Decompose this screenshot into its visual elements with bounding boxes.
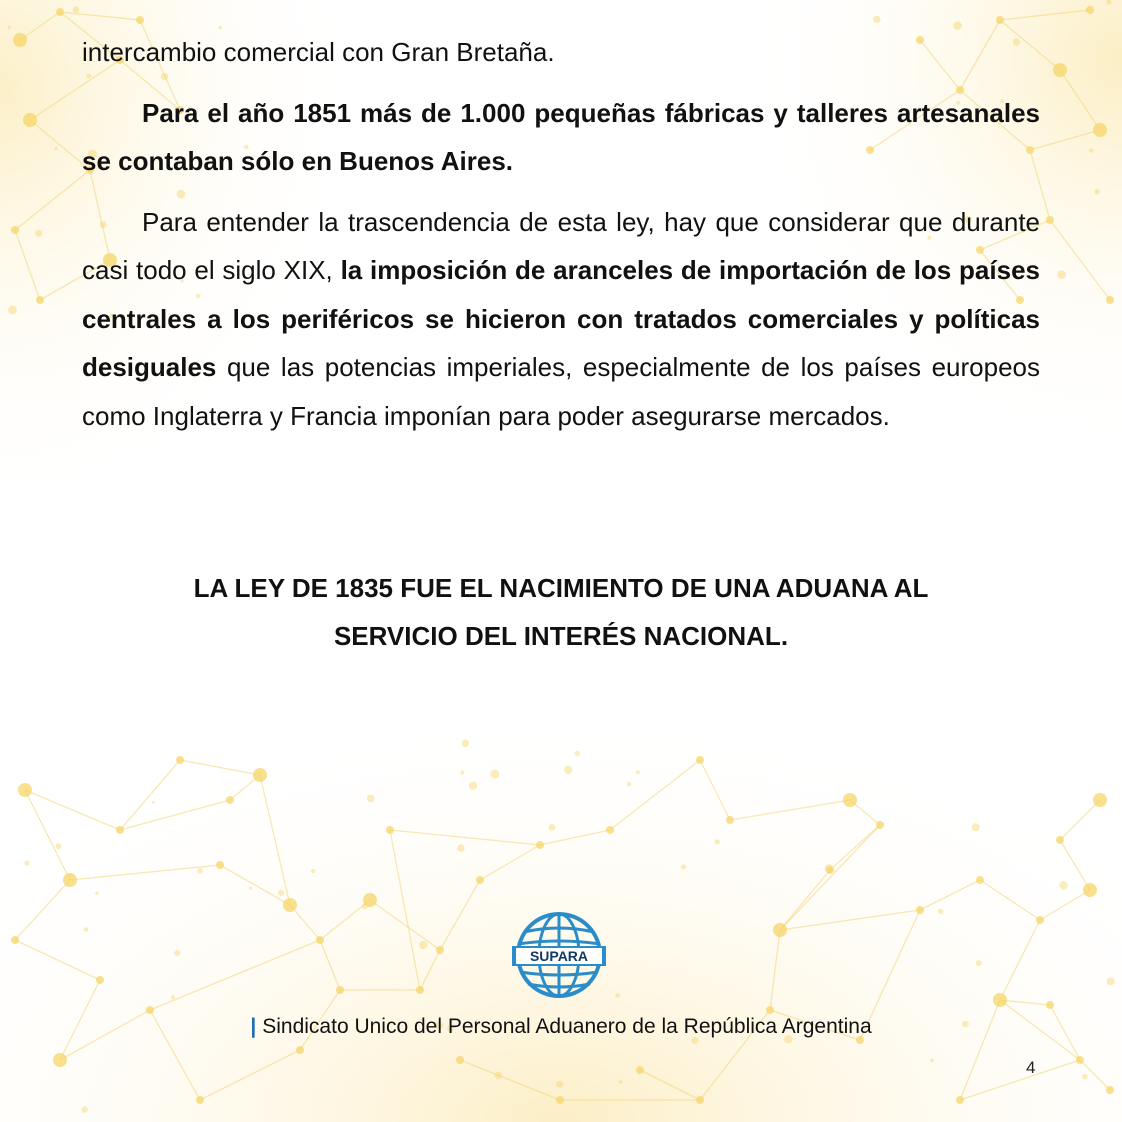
- network-dot: [615, 993, 620, 998]
- network-dot: [956, 1096, 964, 1104]
- network-dot: [843, 793, 857, 807]
- network-dot: [564, 766, 572, 774]
- network-dot: [1046, 216, 1054, 224]
- network-dot: [216, 861, 224, 869]
- closing-line-1: LA LEY DE 1835 FUE EL NACIMIENTO DE UNA ADUANA AL: [193, 573, 929, 603]
- network-dot: [556, 1081, 563, 1088]
- network-dot: [1094, 189, 1099, 194]
- network-dot: [8, 306, 17, 315]
- network-dot: [53, 1053, 67, 1067]
- paragraph-continuation: intercambio comercial con Gran Bretaña.: [82, 37, 555, 67]
- network-dot: [283, 898, 297, 912]
- network-dot: [419, 941, 427, 949]
- network-dot: [56, 8, 64, 16]
- network-dot: [1076, 1056, 1084, 1064]
- network-dot: [1083, 883, 1097, 897]
- network-dot: [1106, 296, 1114, 304]
- network-dot: [196, 1096, 204, 1104]
- network-dot: [457, 844, 465, 852]
- network-dot: [773, 923, 787, 937]
- network-dot: [1093, 793, 1107, 807]
- network-dot: [146, 1006, 154, 1014]
- network-dot: [627, 782, 631, 786]
- network-dot: [96, 976, 104, 984]
- network-dot: [1086, 6, 1094, 14]
- network-dot: [876, 821, 884, 829]
- network-dot: [84, 927, 88, 931]
- page-number: 4: [1026, 1058, 1036, 1077]
- network-dot: [8, 25, 11, 28]
- network-dot: [63, 873, 77, 887]
- network-dot: [938, 909, 944, 915]
- network-dot: [176, 756, 184, 764]
- paragraph-1851: [82, 89, 1040, 186]
- network-dot: [1106, 1086, 1114, 1094]
- footer: [0, 1015, 1122, 1039]
- network-dot: [436, 946, 444, 954]
- network-dot: [462, 739, 470, 747]
- network-dot: [54, 147, 58, 151]
- network-dot: [82, 1106, 88, 1112]
- network-dot: [490, 770, 499, 779]
- network-dot: [1093, 123, 1107, 137]
- network-dot: [152, 801, 155, 804]
- network-dot: [367, 795, 375, 803]
- network-dot: [495, 1072, 502, 1079]
- logo-text: SUPARA: [529, 948, 589, 964]
- network-dot: [556, 1096, 564, 1104]
- network-dot: [311, 869, 315, 873]
- network-dot: [636, 770, 640, 774]
- network-dot: [55, 843, 61, 849]
- network-dot: [1057, 270, 1066, 279]
- bold-statement: Para el año 1851 más de 1.000 pequeñas fábricas y talleres artesanales se contaban sólo en Buenos Aires.: [82, 97, 1040, 176]
- network-dot: [469, 782, 477, 790]
- paragraph-trascendencia: [82, 198, 1040, 441]
- network-dot: [993, 993, 1007, 1007]
- network-dot: [1053, 63, 1067, 77]
- network-dot: [386, 826, 394, 834]
- network-dot: [226, 796, 234, 804]
- network-dot: [825, 864, 834, 873]
- paragraph-text-end: que las potencias imperiales, especialmente de los países europeos como Inglaterra y Francia imponían para poder asegurarse mercados.: [82, 352, 1040, 431]
- network-dot: [1036, 916, 1044, 924]
- network-dot: [456, 1056, 464, 1064]
- network-dot: [253, 768, 267, 782]
- network-dot: [681, 864, 686, 869]
- network-dot: [726, 816, 734, 824]
- network-dot: [11, 936, 19, 944]
- network-dot: [296, 1046, 304, 1054]
- network-dot: [619, 1080, 623, 1084]
- network-dot: [13, 33, 27, 47]
- network-dot: [1089, 148, 1093, 152]
- network-dot: [916, 906, 924, 914]
- paragraph-bold-segment: la imposición de aranceles de importación de los países centrales a los periféricos se hicieron con tratados comerciales y políticas desiguales: [82, 255, 1040, 382]
- network-dot: [930, 1059, 934, 1063]
- network-dot: [249, 887, 252, 890]
- network-dot: [116, 826, 124, 834]
- closing-statement: [82, 564, 1040, 660]
- network-dot: [95, 892, 99, 896]
- network-dot: [696, 756, 704, 764]
- network-dot: [976, 876, 984, 884]
- network-dot: [972, 823, 980, 831]
- network-dot: [1107, 977, 1115, 985]
- network-dot: [476, 876, 484, 884]
- paragraph-text-start: Para entender la trascendencia de esta ley, hay que considerar que durante casi todo el siglo XIX,: [82, 206, 1040, 285]
- network-dot: [174, 950, 180, 956]
- network-dot: [715, 839, 720, 844]
- network-dot: [873, 16, 880, 23]
- network-dot: [171, 995, 175, 999]
- network-dot: [549, 824, 556, 831]
- network-dot: [362, 904, 368, 910]
- network-dot: [460, 771, 464, 775]
- footer-separator: |: [250, 1015, 257, 1038]
- network-dot: [536, 841, 544, 849]
- network-dot: [278, 890, 284, 896]
- footer-organization: Sindicato Unico del Personal Aduanero de la República Argentina: [262, 1015, 872, 1038]
- network-dot: [1082, 1074, 1087, 1079]
- network-dot: [136, 16, 144, 24]
- network-dot: [197, 868, 203, 874]
- body-text: [82, 28, 1040, 440]
- closing-line-2: SERVICIO DEL INTERÉS NACIONAL.: [333, 621, 789, 651]
- network-dot: [996, 16, 1004, 24]
- network-dot: [336, 986, 344, 994]
- network-dot: [976, 960, 982, 966]
- network-dot: [1046, 1001, 1054, 1009]
- network-dot: [1059, 881, 1068, 890]
- network-dot: [18, 783, 32, 797]
- network-dot: [73, 6, 80, 13]
- network-dot: [1056, 836, 1064, 844]
- network-dot: [24, 860, 29, 865]
- network-dot: [606, 826, 614, 834]
- network-dot: [36, 296, 44, 304]
- network-dot: [35, 230, 42, 237]
- network-dot: [316, 936, 324, 944]
- supara-logo: [512, 910, 606, 1000]
- network-dot: [575, 751, 580, 756]
- network-dot: [416, 986, 424, 994]
- network-dot: [11, 226, 19, 234]
- network-dot: [696, 1096, 704, 1104]
- network-dot: [23, 113, 37, 127]
- network-dot: [636, 1066, 644, 1074]
- network-dot: [766, 1006, 774, 1014]
